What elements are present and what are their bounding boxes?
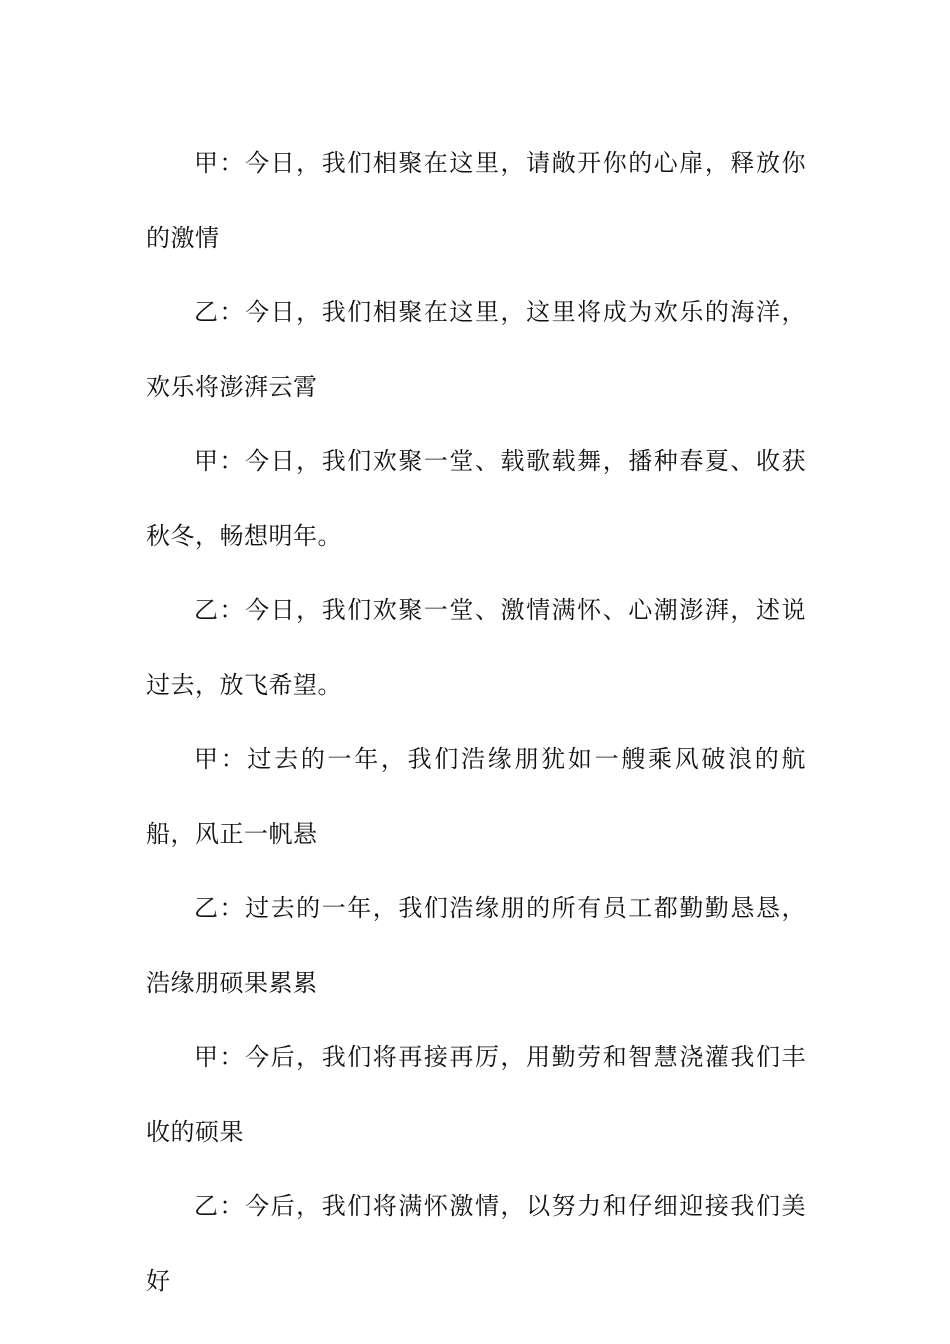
paragraph-5: 甲：过去的一年，我们浩缘朋犹如一艘乘风破浪的航船，风正一帆悬	[146, 745, 806, 848]
paragraph-3: 甲：今日，我们欢聚一堂、载歌载舞，播种春夏、收获秋冬，畅想明年。	[146, 447, 806, 550]
paragraph-2: 乙：今日，我们相聚在这里，这里将成为欢乐的海洋，欢乐将澎湃云霄	[146, 298, 806, 401]
paragraph-7: 甲：今后，我们将再接再厉，用勤劳和智慧浇灌我们丰收的硕果	[146, 1043, 806, 1146]
paragraph-8: 乙：今后，我们将满怀激情，以努力和仔细迎接我们美好	[146, 1192, 806, 1295]
paragraph-6: 乙：过去的一年，我们浩缘朋的所有员工都勤勤恳恳，浩缘朋硕果累累	[146, 894, 806, 997]
document-body	[146, 126, 806, 1318]
paragraph-1: 甲：今日，我们相聚在这里，请敞开你的心扉，释放你的激情	[146, 149, 806, 252]
paragraph-4: 乙：今日，我们欢聚一堂、激情满怀、心潮澎湃，述说过去，放飞希望。	[146, 596, 806, 699]
